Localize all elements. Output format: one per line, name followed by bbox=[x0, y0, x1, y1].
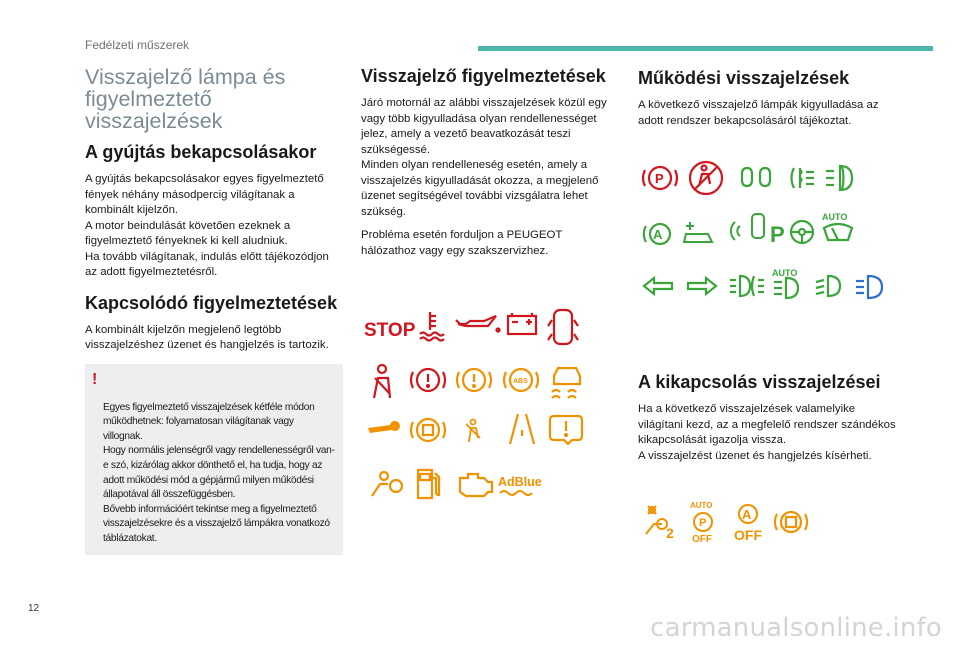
electric-parking-brake-icon bbox=[643, 167, 677, 189]
abs-icon bbox=[504, 369, 538, 391]
airbag-off-icon bbox=[466, 420, 480, 443]
warning-icons-grid bbox=[362, 306, 602, 516]
section-label: Fedélzeti műszerek bbox=[85, 38, 190, 52]
engine-check-icon bbox=[460, 474, 492, 496]
warnings-text: Járó motornál az alábbi visszajelzések közül egy vagy több kigyulladása olyan rendellenességet jelez, amely a vezető beavatkozását teszi szükségessé. Minden olyan rendelleneség esetén, amely a visszajelzés kigyulladását okozza, a megjelenő üzenet segítségével további vizsgálatra lehet szükség. bbox=[361, 97, 607, 218]
left-indicator-icon bbox=[644, 278, 672, 294]
stop-start-icon bbox=[644, 224, 670, 244]
operation-heading: Működési visszajelzések bbox=[638, 68, 850, 88]
svg-text:P: P bbox=[655, 171, 664, 186]
page-title: Visszajelző lámpa és figyelmeztető visszajelzések bbox=[85, 65, 286, 133]
hill-start-off-icon bbox=[775, 512, 807, 532]
p-letter: P bbox=[699, 517, 707, 529]
column-left bbox=[85, 62, 343, 555]
right-indicator-icon bbox=[688, 278, 716, 294]
oil-pressure-icon bbox=[456, 316, 500, 332]
brake-system-icon bbox=[411, 369, 445, 391]
auto-parking-brake-off-icon bbox=[690, 501, 713, 544]
auto-main-beam-icon bbox=[772, 268, 798, 298]
off-label-1: OFF bbox=[692, 534, 712, 544]
parking-assist-letter: P bbox=[770, 222, 785, 247]
parking-assist-icon bbox=[770, 222, 785, 247]
deactivation-text: Ha a következő visszajelzések valamelyike világítani kezd, az a megfelelő rendszer szándékos kikapcsolását igazolja vissza. A visszajelzést üzenet és hangjelzés kísérheti. bbox=[638, 403, 896, 462]
deactivation-section bbox=[638, 372, 903, 464]
ignition-heading: A gyújtás bekapcsolásakor bbox=[85, 142, 317, 162]
header-rule bbox=[478, 46, 933, 51]
passenger-airbag-icon bbox=[372, 472, 402, 496]
automatic-headlamps-icon bbox=[730, 276, 764, 296]
low-fuel-icon bbox=[418, 470, 439, 498]
warnings-contact-text: Probléma esetén forduljon a PEUGEOT hálózathoz vagy egy szakszervizhez. bbox=[361, 229, 563, 257]
related-heading: Kapcsolódó figyelmeztetések bbox=[85, 292, 338, 313]
main-beam-icon bbox=[856, 276, 882, 298]
passenger-airbag-off-icon bbox=[646, 506, 674, 541]
steering-assist-icon bbox=[791, 221, 813, 243]
deactivation-heading: A kikapcsolás visszajelzései bbox=[638, 372, 881, 392]
parking-brake-fault-icon bbox=[411, 419, 445, 441]
ignition-text: A gyújtás bekapcsolásakor egyes figyelmeztető fények néhány másodpercig világítanak a kombinált kijelzőn. A motor beindulását követően ezeknek a figyelmeztető fényeknek ki kell aludniuk. Ha tovább világítanak, indulás előtt tájékozódjon az adott figyelmeztetésről. bbox=[85, 173, 329, 278]
stop-start-off-icon bbox=[734, 505, 762, 543]
adblue-icon bbox=[498, 475, 542, 495]
service-wrench-icon bbox=[368, 421, 400, 433]
stop-label: STOP bbox=[364, 320, 416, 341]
auto-wipers-icon bbox=[822, 212, 852, 240]
off-label-2: OFF bbox=[734, 527, 762, 543]
note-text: Egyes figyelmeztető visszajelzések kétféle módon működhetnek: folyamatosan világítanak vagy villognak. Hogy normális jelenségről vagy rendellenességről van-e szó, kizárólag akkor dönthető el, ha tudja, hogy az adott működési mód a gépjármű milyen működési állapotával áll összefüggésben. Bővebb információért tekintse meg a figyelmeztető visszajelzésekre és a visszajelző lámpákra vonatkozó táblázatokat. bbox=[103, 401, 335, 545]
auto-label: AUTO bbox=[690, 501, 713, 510]
general-warning-icon bbox=[550, 416, 582, 444]
stability-control-icon bbox=[552, 368, 580, 398]
airbag-number: 2 bbox=[666, 525, 674, 541]
info-note bbox=[85, 364, 343, 555]
battery-icon bbox=[508, 313, 536, 334]
rear-fog-lamp-icon bbox=[792, 168, 815, 188]
coolant-temperature-icon bbox=[420, 312, 444, 341]
column-middle bbox=[361, 62, 619, 259]
watermark: carmanualsonline.info bbox=[650, 613, 942, 643]
operation-text: A következő visszajelző lámpák kigyulladása az adott rendszer bekapcsolásáról tájékoztat. bbox=[638, 99, 879, 127]
cruise-control-icon bbox=[684, 222, 712, 242]
indicator-icons-grid bbox=[636, 152, 892, 302]
stop-start-letter: A bbox=[653, 227, 663, 242]
front-fog-lamp-icon bbox=[826, 166, 852, 190]
auto-wipers-label: AUTO bbox=[822, 212, 848, 222]
lane-departure-icon bbox=[510, 414, 534, 444]
dipped-beam-icon bbox=[816, 276, 840, 296]
adblue-label: AdBlue bbox=[498, 475, 542, 489]
deactivation-icons bbox=[642, 500, 822, 544]
warnings-heading: Visszajelző figyelmeztetések bbox=[361, 66, 606, 86]
column-right bbox=[638, 62, 903, 129]
seatbelt-icon bbox=[374, 365, 390, 398]
seatbelt-unfastened-icon bbox=[690, 162, 722, 194]
door-open-icon bbox=[548, 310, 578, 344]
page-number: 12 bbox=[28, 603, 40, 614]
stop-icon bbox=[364, 320, 416, 341]
auto-main-beam-label: AUTO bbox=[772, 268, 798, 278]
svg-text:ABS: ABS bbox=[513, 378, 528, 385]
a-letter: A bbox=[742, 507, 752, 522]
related-text: A kombinált kijelzőn megjelenő legtöbb visszajelzéshez üzenet és hangjelzés is tartozik. bbox=[85, 323, 329, 351]
warning-mark-icon: ! bbox=[92, 370, 98, 388]
sidelights-icon bbox=[742, 168, 770, 186]
parking-sensors-icon bbox=[731, 214, 764, 240]
brake-warning-icon bbox=[457, 369, 491, 391]
